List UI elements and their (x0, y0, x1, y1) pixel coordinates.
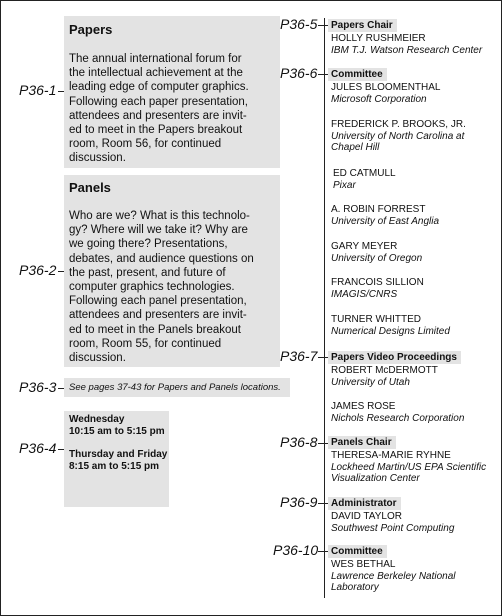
person-affiliation: IMAGIS/CNRS (331, 288, 398, 300)
person-name: A. ROBIN FORREST (331, 204, 426, 215)
committee-member (331, 559, 456, 594)
video-member (331, 401, 464, 424)
administrator-entry (331, 511, 454, 534)
callout-label: P36-2 (19, 262, 57, 278)
text-line: we going there? Presentations, (69, 238, 228, 251)
person-affiliation: University of Utah (331, 376, 410, 388)
person-name: FRANCOIS SILLION (331, 277, 424, 288)
text-line: Who are we? What is this technolo- (69, 210, 250, 222)
right-column-rule (324, 18, 325, 598)
committee-member (331, 314, 450, 337)
committee-header: Committee (328, 68, 387, 81)
person-affiliation: Pixar (333, 179, 356, 191)
text-line: The annual international forum for (69, 53, 242, 65)
person-affiliation: Chapel Hill (331, 142, 380, 154)
callout-label: P36-6 (280, 65, 318, 81)
text-line: room, Room 56, for continued (69, 138, 222, 151)
schedule-time: 10:15 am to 5:15 pm (69, 426, 165, 437)
callout-label: P36-5 (280, 16, 318, 32)
text-line: the past, present, and future of (69, 266, 226, 279)
person-affiliation: Southwest Point Computing (331, 522, 455, 534)
schedule-day: Thursday and Friday (69, 449, 168, 460)
schedule-box (64, 411, 169, 507)
person-name: WES BETHAL (331, 559, 396, 570)
callout-label: P36-9 (280, 494, 318, 510)
video-member (331, 365, 438, 388)
person-affiliation: University of Oregon (331, 252, 423, 264)
callout-label: P36-10 (273, 542, 319, 558)
locations-note: See pages 37-43 for Papers and Panels locations. (69, 382, 281, 393)
callout-label: P36-8 (280, 434, 318, 450)
committee-member (333, 168, 396, 191)
panels-chair-header: Panels Chair (328, 436, 396, 449)
text-line: Following each paper presentation, (69, 95, 249, 108)
person-name: GARY MEYER (331, 241, 398, 252)
committee-member (331, 82, 440, 105)
text-line: discussion. (69, 352, 126, 365)
panels-title: Panels (69, 180, 111, 195)
callout-label: P36-7 (280, 348, 318, 364)
callout-label: P36-4 (19, 440, 57, 456)
callout-label: P36-1 (19, 82, 57, 98)
panels-box (64, 175, 280, 367)
schedule-day: Wednesday (69, 414, 125, 425)
papers-chair-header: Papers Chair (328, 19, 397, 32)
text-line: computer graphics technologies. (69, 281, 235, 294)
committee-member (331, 241, 422, 264)
person-name: JAMES ROSE (331, 401, 396, 412)
person-affiliation: Lockheed Martin/US EPA Scientific (331, 461, 487, 473)
person-name: DAVID TAYLOR (331, 511, 402, 522)
person-name: TURNER WHITTED (331, 314, 421, 325)
administrator-header: Administrator (328, 497, 401, 510)
text-line: Following each panel presentation, (69, 295, 247, 308)
papers-box (64, 16, 280, 168)
person-affiliation: Lawrence Berkeley National (331, 570, 456, 582)
callout-label: P36-3 (19, 379, 57, 395)
papers-chair-entry (331, 33, 482, 56)
panels-description (69, 209, 254, 365)
person-affiliation: University of East Anglia (331, 215, 440, 227)
schedule-time: 8:15 am to 5:15 pm (69, 461, 160, 472)
text-line: ed to meet in the Papers breakout (69, 124, 243, 137)
text-line: ed to meet in the Panels breakout (69, 323, 241, 336)
person-name: HOLLY RUSHMEIER (331, 33, 426, 44)
text-line: attendees and presenters are invit- (69, 309, 247, 322)
person-name: ED CATMULL (333, 168, 396, 179)
text-line: attendees and presenters are invit- (69, 109, 247, 122)
text-line: discussion. (69, 152, 126, 165)
text-line: the intellectual achievement at the (69, 67, 243, 80)
person-affiliation: IBM T.J. Watson Research Center (331, 44, 483, 56)
panels-chair-entry (331, 450, 486, 485)
committee-header: Committee (328, 545, 387, 558)
video-proceedings-header: Papers Video Proceedings (328, 351, 461, 364)
text-line: debates, and audience questions on (69, 252, 254, 265)
papers-title: Papers (69, 22, 113, 37)
person-affiliation: Microsoft Corporation (331, 93, 427, 105)
committee-member (331, 204, 439, 227)
person-name: ROBERT McDERMOTT (331, 365, 438, 376)
person-name: JULES BLOOMENTHAL (331, 82, 441, 93)
text-line: gy? Where will we take it? Why are (69, 224, 248, 237)
locations-note-box (64, 378, 290, 397)
text-line: leading edge of computer graphics. (69, 81, 249, 94)
person-name: THERESA-MARIE RYHNE (331, 450, 451, 461)
text-line: room, Room 55, for continued (69, 337, 222, 350)
papers-description (69, 52, 249, 166)
person-affiliation: Nichols Research Corporation (331, 412, 465, 424)
committee-member (331, 119, 466, 154)
person-name: FREDERICK P. BROOKS, JR. (331, 119, 466, 130)
person-affiliation: University of North Carolina at (331, 130, 465, 142)
person-affiliation: Numerical Designs Limited (331, 325, 450, 337)
committee-member (331, 277, 424, 300)
person-affiliation: Visualization Center (331, 473, 420, 485)
person-affiliation: Laboratory (331, 582, 379, 594)
